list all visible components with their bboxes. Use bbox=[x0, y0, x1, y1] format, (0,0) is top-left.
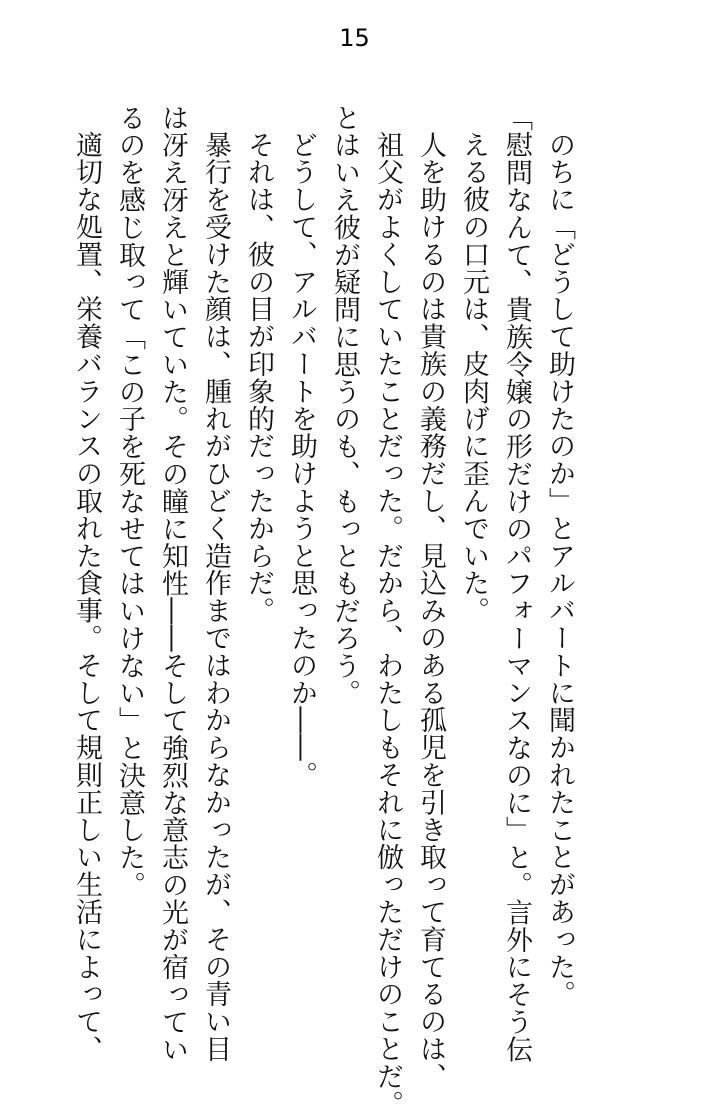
text-line-5: 祖父がよくしていたことだった。だから、わたしもそれに倣っただけのことだ。 bbox=[372, 131, 403, 1117]
text-line-1: のちに「どうして助けたのか」とアルバートに聞かれたことがあった。 bbox=[544, 131, 575, 1008]
vertical-body-text bbox=[65, 104, 581, 1117]
text-line-8: それは、彼の目が印象的だったからだ。 bbox=[243, 131, 274, 625]
text-line-10: は冴え冴えと輝いていた。その瞳に知性――そして強烈な意志の光が宿ってい bbox=[157, 104, 188, 1063]
text-line-6: とはいえ彼が疑問に思うのも、もっともだろう。 bbox=[329, 104, 360, 707]
page-number: 15 bbox=[339, 24, 370, 52]
text-line-3: える彼の口元は、皮肉げに歪んでいた。 bbox=[458, 131, 489, 625]
text-line-9: 暴行を受けた顔は、腫れがひどく造作まではわからなかったが、その青い目 bbox=[200, 131, 231, 1063]
text-line-2: 「慰問なんて、貴族令嬢の形だけのパフォーマンスなのに」と。言外にそう伝 bbox=[501, 104, 532, 1063]
text-line-12: 適切な処置、栄養バランスの取れた食事。そして規則正しい生活によって、 bbox=[71, 131, 102, 1063]
text-line-7: どうして、アルバートを助けようと思ったのか――。 bbox=[286, 131, 317, 789]
text-line-4: 人を助けるのは貴族の義務だし、見込みのある孤児を引き取って育てるのは、 bbox=[415, 131, 446, 1090]
text-line-11: るのを感じ取って「この子を死なせてはいけない」と決意した。 bbox=[114, 104, 145, 899]
